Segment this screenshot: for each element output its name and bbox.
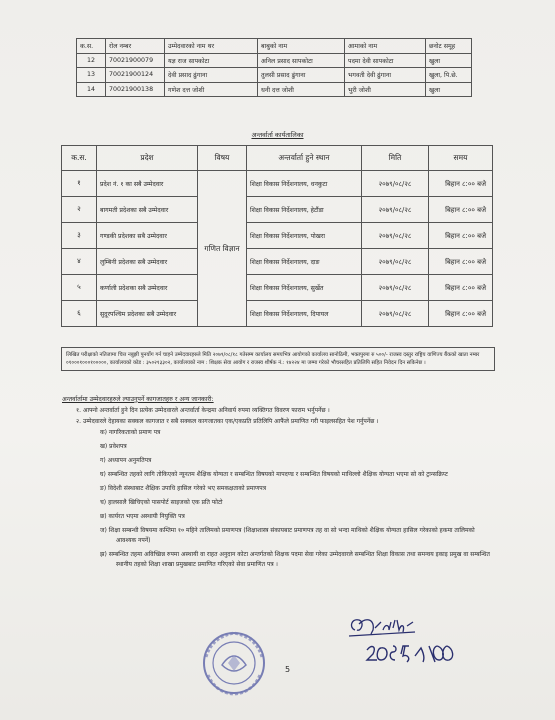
cell-place: शिक्षा विकास निर्देशनालय, हेटौंडा [247,197,362,223]
col-father: बाबुको नाम [258,39,345,54]
item-letter: ङ) [100,485,107,492]
candidate-table-header [77,39,472,54]
document-item [62,512,492,522]
item-text: कार्यरत भएमा अस्थायी नियुक्ति पत्र [108,513,185,520]
item-text: सम्बन्धित तहमा अविच्छिन्न रुपमा अस्थायी वा राहत अनुदान कोटा अन्तर्गतको शिक्षक पदमा सेवा गरेका उम्मेदवारले सम्बन्धित शिक्षा विकास तथा समन्वय इकाइ प्रमुख वा सम्बन्धित स्थानीय तहको शिक्षा शाखा प्रमुखबाट प्रमाणित गरिएको सेवा प्रमाणित पत्र । [108,551,490,568]
signature [345,610,485,672]
cell-time: बिहान ८:०० बजे [429,275,493,301]
col-province: प्रदेश [97,146,198,171]
table-row [77,53,472,68]
cell-sn: 14 [77,82,106,97]
cell-sn: ४ [62,249,97,275]
item-number: २. [76,418,82,425]
cell-roll: 70021900124 [106,68,165,83]
cell-time: बिहान ८:०० बजे [429,223,493,249]
item-letter: छ) [100,513,107,520]
document-item [62,470,492,480]
cell-group: खुला, पि.छे. [426,68,472,83]
item-letter: झ) [100,551,107,558]
cell-sn: ३ [62,223,97,249]
item-text: हालसालै खिचिएको पासपोर्ट साइजको एक प्रति फोटो [108,499,223,506]
candidate-table [76,38,472,97]
cell-group: खुला [426,82,472,97]
cell-place: शिक्षा विकास निर्देशनालय, दिपायल [247,301,362,327]
col-sn: क.स. [62,146,97,171]
table-row [62,197,493,223]
cell-date: २०७९/०८/२८ [362,275,429,301]
cell-mother: भुरी जोशी [345,82,426,97]
item-letter: ज) [100,527,107,534]
cell-province: लुम्बिनी प्रदेशका सबै उम्मेदवार [97,249,198,275]
item-number: १. [76,407,82,414]
schedule-header [62,146,493,171]
cell-sn: ५ [62,275,97,301]
document-item [62,484,492,494]
cell-roll: 70021900079 [106,53,165,68]
cell-date: २०७९/०८/२८ [362,197,429,223]
cell-sn: ६ [62,301,97,327]
col-roll: रोल नम्बर [106,39,165,54]
cell-mother: पदमा देवी सापकोटा [345,53,426,68]
col-sn: क.स. [77,39,106,54]
item-letter: घ) [100,471,106,478]
official-stamp [192,625,282,705]
item-text: शिक्षा सम्बन्धी विषयमा कम्तिमा १० महिने तालिमको प्रमाणपत्र (शिक्षाशास्त्र संकायबाट प्रमाणपत्र तह वा सो भन्दा माथिको शैक्षिक योग्यता हासिल गरेकाको हकमा तालिमको आवश्यक नपर्ने) [108,527,475,544]
cell-province: कर्णाली प्रदेशका सबै उम्मेदवार [97,275,198,301]
cell-sn: २ [62,197,97,223]
cell-name: यज्ञ राज सापकोटा [165,53,258,68]
cell-mother: भगवती देवी ढुंगाना [345,68,426,83]
table-row [62,171,493,197]
col-place: अन्तर्वार्ता हुने स्थान [247,146,362,171]
item-text: नागरिकताको प्रमाण पत्र [108,429,161,436]
cell-father: तुलसी प्रसाद ढुंगाना [258,68,345,83]
cell-place: शिक्षा विकास निर्देशनालय, दाङ [247,249,362,275]
cell-father: धनी दत्त जोशी [258,82,345,97]
cell-father: अनिल प्रसाद सापकोटा [258,53,345,68]
document-item [62,526,492,546]
cell-subject: गणित विज्ञान [198,171,247,327]
cell-sn: १ [62,171,97,197]
item-text: सम्बन्धित तहको लागि तोकिएको न्यूनतम शैक्षिक योग्यता र सम्बन्धित विषयको मापदण्ड र सम्बन्धित विषयको माथिल्लो शैक्षिक योग्यता भएमा सो को ट्रान्सक्रिप्ट [107,471,448,478]
document-item [62,442,492,452]
col-name: उम्मेदवारको नाम थर [165,39,258,54]
cell-place: शिक्षा विकास निर्देशनालय, सुर्खेत [247,275,362,301]
item-text: उम्मेदवारले देहायका सक्कल कागजात र सबै सक्कल कागजातका एक/एकप्रति प्रतिलिपि आफैंले प्रमाणित गरी फाइलसहित पेश गर्नुपर्नेछ । [82,418,379,425]
interview-schedule-title: अन्तर्वार्ता कार्यतालिका [251,131,304,139]
col-subject: विषय [198,146,247,171]
cell-name: गणेश दत्त जोशी [165,82,258,97]
table-row [77,68,472,83]
cell-sn: 12 [77,53,106,68]
page-number: 5 [285,665,291,674]
cell-date: २०७९/०८/२८ [362,301,429,327]
cell-place: शिक्षा विकास निर्देशनालय, धनकुटा [247,171,362,197]
table-row [62,223,493,249]
item-text: प्रवेशपत्र [109,443,127,450]
cell-province: प्रदेश नं. १ का सबै उम्मेदवार [97,171,198,197]
cell-time: बिहान ८:०० बजे [429,301,493,327]
cell-time: बिहान ८:०० बजे [429,171,493,197]
col-time: समय [429,146,493,171]
table-row [62,301,493,327]
cell-place: शिक्षा विकास निर्देशनालय, पोखरा [247,223,362,249]
table-row [62,275,493,301]
cell-name: देवी प्रसाद ढुंगाना [165,68,258,83]
cell-sn: 13 [77,68,106,83]
item-text: अध्यापन अनुमतिपत्र [107,457,152,464]
col-mother: आमाको नाम [345,39,426,54]
cell-province: सुदूरपश्चिम प्रदेशका सबै उम्मेदवार [97,301,198,327]
item-letter: च) [100,499,107,506]
interview-schedule-table [61,145,493,327]
table-row [77,82,472,97]
document-item [62,456,492,466]
document-item [62,428,492,438]
table-row [62,249,493,275]
cell-roll: 70021900138 [106,82,165,97]
cell-time: बिहान ८:०० बजे [429,197,493,223]
document-item [62,550,492,570]
cell-date: २०७९/०८/२८ [362,223,429,249]
col-group: छनोट समूह [426,39,472,54]
document-item [62,498,492,508]
instructions-list [62,406,492,574]
item-text: आफ्नो अन्तर्वार्ता हुने दिन प्रत्येक उम्मेदवारले अन्तर्वार्ता केन्द्रमा अनिवार्य रुपमा व्यक्तिगत विवरण फाराम भर्नुपर्नेछ । [82,407,330,414]
item-letter: ग) [100,457,106,464]
item-text: विदेशी संस्थाबाट शैक्षिक उपाधि हासिल गरेको भए समकक्षताको प्रमाणपत्र [108,485,267,492]
col-date: मिति [362,146,429,171]
cell-province: बागमती प्रदेशका सबै उम्मेदवार [97,197,198,223]
cell-province: गण्डकी प्रदेशका सबै उम्मेदवार [97,223,198,249]
cell-time: बिहान ८:०० बजे [429,249,493,275]
instruction-item [62,406,492,416]
item-letter: ख) [100,443,108,450]
instruction-item [62,417,492,427]
recheck-notice: लिखित परीक्षाको नतिजामा चित्त नबुझी पुनर्योग गर्न चाहने उम्मेदवारहरुले मिति २०७९/०८/१८ गतेसम्म कार्यालय समयभित्र आयोगको कार्यालय सानोठिमी, भक्तपुरमा रु ५००/- राजस्व दस्तुर राष्ट्रिय वाणिज्य बैंकको खाता नम्बर ०१०००१०००१०००००, कार्यालयको कोड : ३५०२१३३०२, कार्यालयको नाम : शिक्षक सेवा आयोग र राजस्व शीर्षक नं.: १४२२४ मा जम्मा गरेको भौचरसहित प्रतिलिपि सहित निवेदन दिन सकिनेछ । [61,347,495,371]
item-letter: क) [100,429,107,436]
cell-group: खुला [426,53,472,68]
cell-date: २०७९/०८/२८ [362,249,429,275]
cell-date: २०७९/०८/२८ [362,171,429,197]
instructions-title: अन्तर्वार्तामा उम्मेदवारहरुले ल्याउनुपर्ने कागजातहरु र अन्य जानकारी: [62,396,214,403]
